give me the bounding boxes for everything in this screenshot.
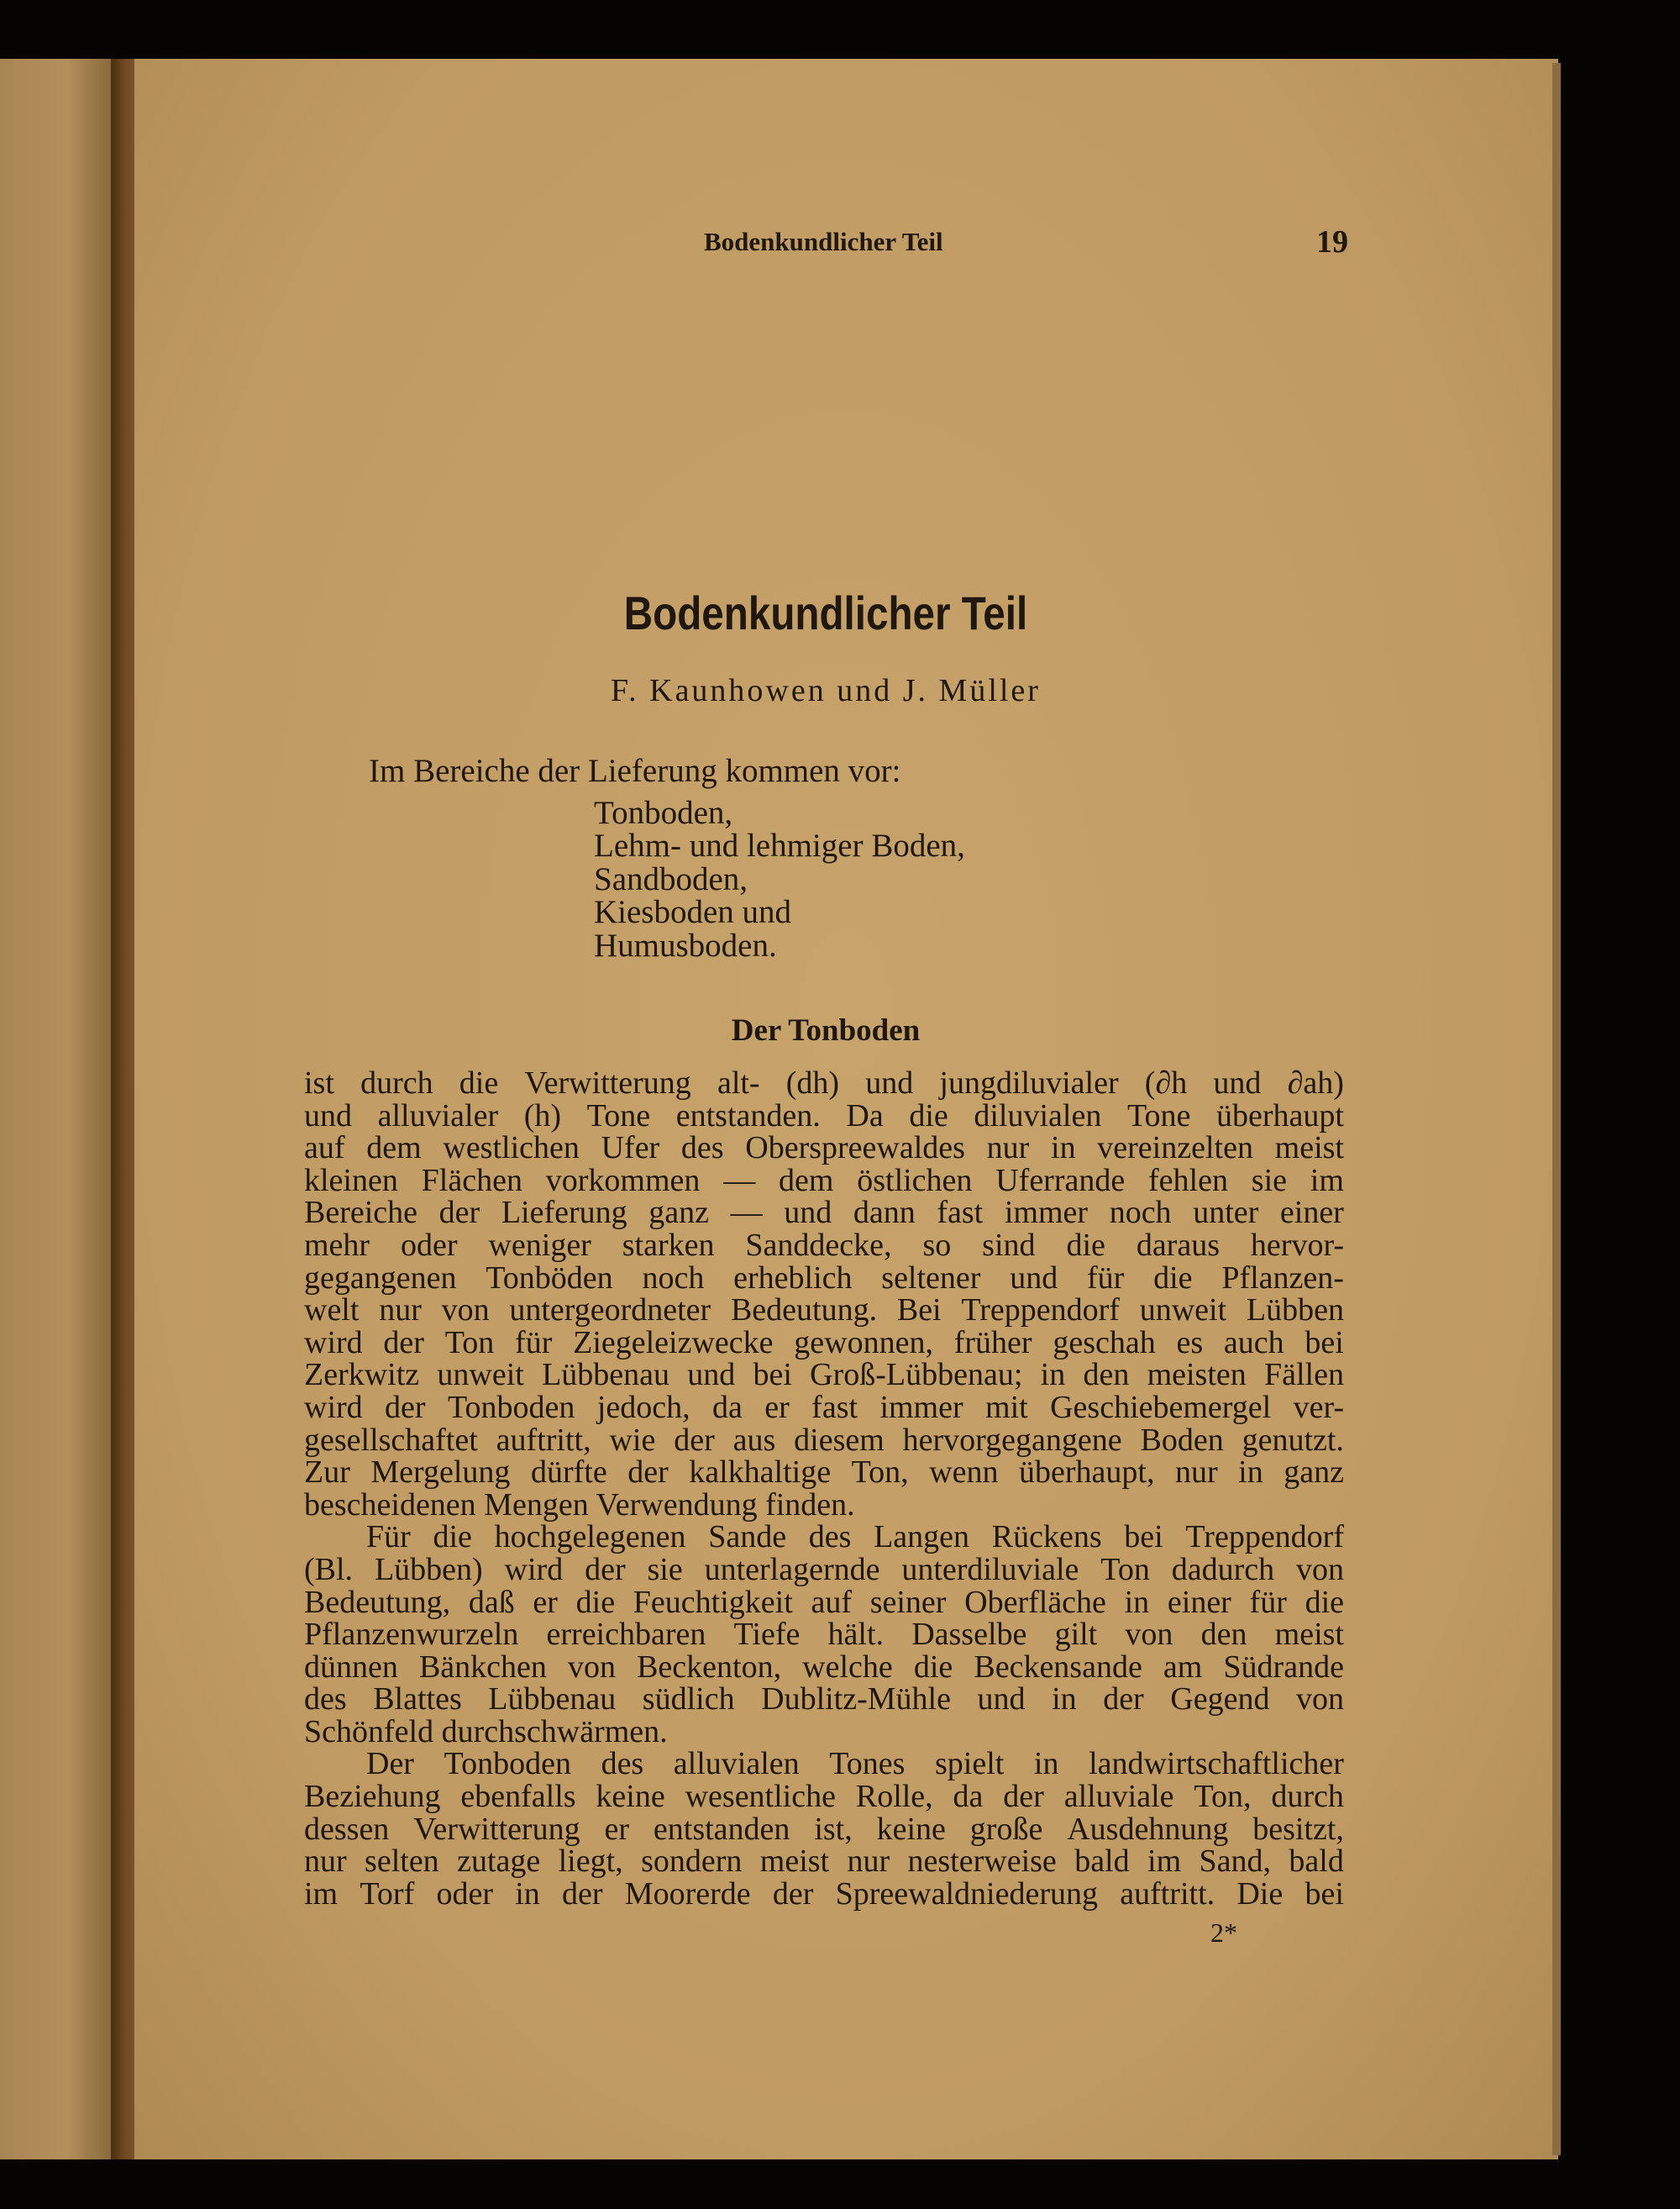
- text-line: Zerkwitz unweit Lübbenau und bei Groß-Lübbenau; in den meisten Fällen: [304, 1357, 1344, 1393]
- text-line: gegangenen Tonböden noch erheblich seltener und für die Pflanzen-: [304, 1260, 1344, 1296]
- page-edge: [1552, 63, 1561, 2155]
- list-item: Kiesboden und: [594, 894, 792, 931]
- text-line: Pflanzenwurzeln erreichbaren Tiefe hält. Dasselbe gilt von den meist: [304, 1617, 1344, 1653]
- intro-text: Im Bereiche der Lieferung kommen vor:: [369, 753, 901, 789]
- text-line: des Blattes Lübbenau südlich Dublitz-Mühle und in der Gegend von: [304, 1681, 1344, 1717]
- text-line: Bereiche der Lieferung ganz — und dann fast immer noch unter einer: [304, 1195, 1344, 1231]
- text-line: Der Tonboden des alluvialen Tones spielt in landwirtschaftlicher: [366, 1746, 1344, 1782]
- text-line: Für die hochgelegenen Sande des Langen Rückens bei Treppendorf: [366, 1519, 1344, 1555]
- authors: F. Kaunhowen und J. Müller: [611, 673, 1041, 708]
- book-spine: [111, 59, 134, 2159]
- text-line: Beziehung ebenfalls keine wesentliche Rolle, da der alluviale Ton, durch: [304, 1779, 1344, 1815]
- body-text: [304, 1067, 1344, 1910]
- text-line: Zur Mergelung dürfte der kalkhaltige Ton, wenn überhaupt, nur in ganz: [304, 1454, 1344, 1491]
- text-line: dünnen Bänkchen von Beckenton, welche die Beckensande am Südrande: [304, 1649, 1344, 1685]
- text-line: wird der Tonboden jedoch, da er fast immer mit Geschiebemergel ver-: [304, 1389, 1344, 1425]
- text-line: gesellschaftet auftritt, wie der aus diesem hervorgegangene Boden genutzt.: [304, 1422, 1344, 1458]
- list-item: Sandboden,: [594, 860, 748, 897]
- facing-page-edge: [0, 59, 111, 2159]
- page-number: 19: [1316, 224, 1348, 260]
- list-item: Lehm- und lehmiger Boden,: [594, 828, 965, 865]
- list-item: Humusboden.: [594, 927, 777, 964]
- running-head: Bodenkundlicher Teil: [704, 227, 943, 256]
- text-line: welt nur von untergeordneter Bedeutung. Bei Treppendorf unweit Lübben: [304, 1292, 1344, 1328]
- text-line: im Torf oder in der Moorerde der Spreewaldniederung auftritt. Die bei: [304, 1875, 1344, 1912]
- text-line: kleinen Flächen vorkommen — dem östlichen Uferrande fehlen sie im: [304, 1162, 1344, 1198]
- text-line: Bedeutung, daß er die Feuchtigkeit auf seiner Oberfläche in einer für die: [304, 1584, 1344, 1620]
- signature-mark: 2*: [1210, 1917, 1237, 1948]
- text-line: und alluvialer (h) Tone entstanden. Da die diluvialen Tone überhaupt: [304, 1097, 1344, 1133]
- text-line: bescheidenen Mengen Verwendung finden.: [304, 1486, 855, 1523]
- text-line: ist durch die Verwitterung alt- (dh) und jungdiluvialer (∂h und ∂ah): [304, 1065, 1344, 1101]
- text-line: mehr oder weniger starken Sanddecke, so sind die daraus hervor-: [304, 1227, 1344, 1263]
- soil-type-list: [594, 797, 965, 962]
- text-line: nur selten zutage liegt, sondern meist nur nesterweise bald im Sand, bald: [304, 1843, 1344, 1880]
- section-heading: Der Tonboden: [731, 1013, 921, 1048]
- text-line: dessen Verwitterung er entstanden ist, keine große Ausdehnung besitzt,: [304, 1811, 1344, 1847]
- text-line: Schönfeld durchschwärmen.: [304, 1713, 668, 1749]
- text-line: wird der Ton für Ziegeleizwecke gewonnen, früher geschah es auch bei: [304, 1324, 1344, 1360]
- text-line: auf dem westlichen Ufer des Oberspreewaldes nur in vereinzelten meist: [304, 1130, 1344, 1166]
- chapter-title: Bodenkundlicher Teil: [623, 586, 1028, 639]
- text-line: (Bl. Lübben) wird der sie unterlagernde unterdiluviale Ton dadurch von: [304, 1551, 1344, 1587]
- list-item: Tonboden,: [594, 795, 733, 831]
